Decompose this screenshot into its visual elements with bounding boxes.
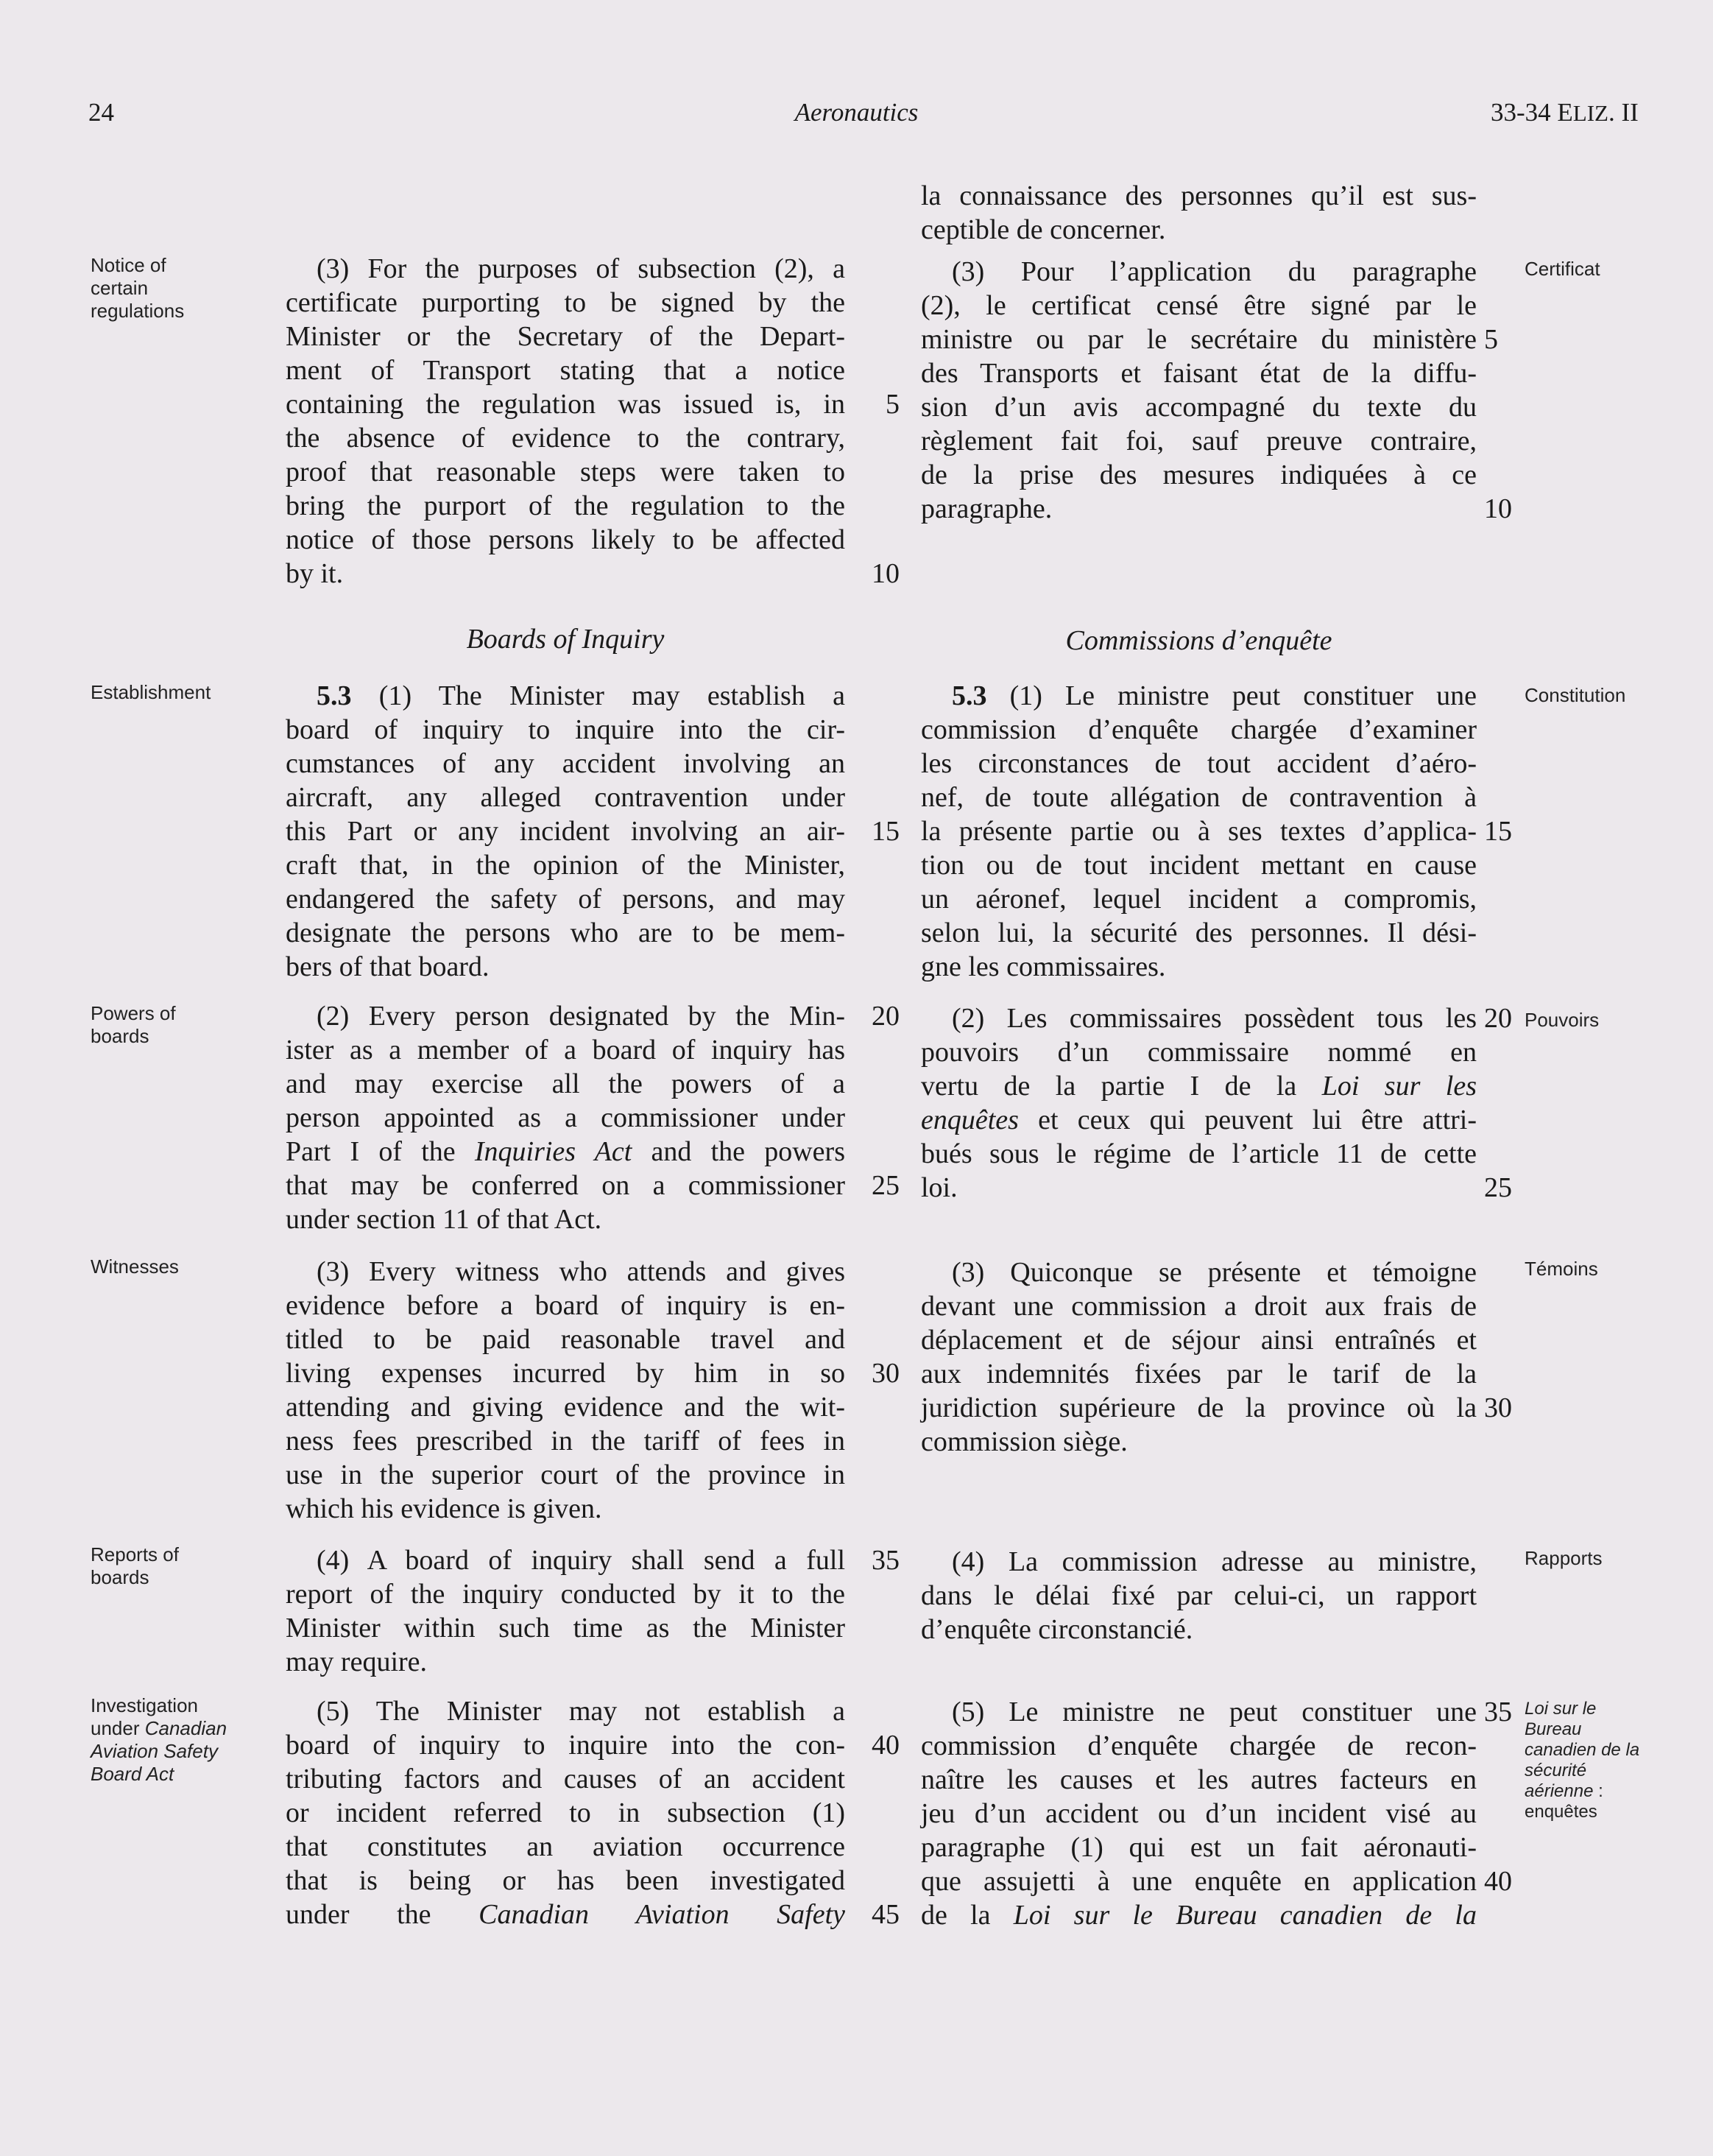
margin-note-powers: Powers of boards [91,1002,176,1047]
fr-continuation: la connaissance des personnes qu’il est sus- ceptible de concerner. [921,180,1477,245]
en-section-5-3-4: (4) A board of inquiry shall send a full report of the inquiry conducted by it to the Minister within such time as the Minister may require. [286,1545,845,1677]
fr-line-number: 5 [1484,324,1498,355]
fr-line-number: 15 [1484,816,1512,847]
margin-note-investigation: Investigation under Canadian Aviation Safety Board Act [91,1694,227,1785]
en-heading-boards-of-inquiry: Boards of Inquiry [466,624,665,655]
en-line-number: 40 [872,1730,900,1761]
margin-note-witnesses: Witnesses [91,1255,179,1278]
page-number: 24 [88,98,114,127]
margin-note-reports: Reports of boards [91,1543,179,1588]
en-line-number: 20 [872,1001,900,1032]
margin-note-loi-bureau: Loi sur le Bureau canadien de la sécurité aérienne : enquêtes [1525,1699,1640,1822]
margin-note-pouvoirs: Pouvoirs [1525,1009,1600,1031]
fr-section-5-3-5: (5) Le ministre ne peut constituer une commission d’enquête chargée de recon- naître les causes et les autres facteurs en jeu d’un accident ou d’un incident visé au paragraphe (1) qui est un fait aéronauti- que assujetti à une enquête en application de la Loi sur le Bureau canadien de la [921,1697,1477,1931]
fr-heading-commissions: Commissions d’enquête [1065,625,1332,656]
en-subsection-3: (3) For the purposes of subsection (2), a certificate purporting to be signed by the Minister or the Secretary of the Depart- ment of Transport stating that a notice containing the regulation was issued is, in the absence of evidence to the contrary, proof that reasonable steps were taken to bring the purport of the regulation to the notice of those persons likely to be affected by it. [286,253,845,589]
fr-section-5-3-3: (3) Quiconque se présente et témoigne devant une commission a droit aux frais de déplacement et de séjour ainsi entraînés et aux indemnités fixées par le tarif de la juridiction supérieure de la province où la commission siège. [921,1257,1477,1457]
fr-line-number: 10 [1484,493,1512,524]
margin-note-establishment: Establishment [91,681,211,703]
regnal-year: 33-34 ELIZ. II [1491,98,1639,127]
fr-line-number: 25 [1484,1172,1512,1203]
margin-note-temoins: Témoins [1525,1258,1598,1280]
en-section-5-3-2: (2) Every person designated by the Min- ister as a member of a board of inquiry has and may exercise all the powers of a person appointed as a commissioner under Part I of the Inquiries Act and the powers that may be conferred on a commissioner under section 11 of that Act. [286,1001,845,1235]
en-section-5-3-1: 5.3 (1) The Minister may establish a board of inquiry to inquire into the cir- cumstances of any accident involving an aircraft, any alleged contravention under this Part or any incident involving an air- craft that, in the opinion of the Minister, endangered the safety of persons, and may designate the persons who are to be mem- bers of that board. [286,680,845,982]
fr-line-number: 40 [1484,1866,1512,1897]
fr-section-5-3-1: 5.3 (1) Le ministre peut constituer une commission d’enquête chargée d’examiner les circonstances de tout accident d’aéro- nef, de toute allégation de contravention à la présente partie ou à ses textes d’applica- tion ou de tout incident mettant en cause un aéronef, lequel incident a compromis, selon lui, la sécurité des personnes. Il dési- gne les commissaires. [921,680,1477,982]
en-line-number: 30 [872,1358,900,1389]
en-line-number: 10 [872,558,900,589]
fr-line-number: 35 [1484,1697,1512,1727]
fr-line-number: 20 [1484,1003,1512,1034]
en-line-number: 15 [872,816,900,847]
en-section-5-3-3: (3) Every witness who attends and gives evidence before a board of inquiry is en- titled to be paid reasonable travel and living expenses incurred by him in so attending and giving evidence and the wit- ness fees prescribed in the tariff of fees in use in the superior court of the province in which his evidence is given. [286,1256,845,1524]
en-section-5-3-5: (5) The Minister may not establish a board of inquiry to inquire into the con- tributing factors and causes of an accident or incident referred to in subsection (1) that constitutes an aviation occurrence that is being or has been investigated under the Canadian Aviation Safety [286,1696,845,1930]
fr-line-number: 30 [1484,1392,1512,1423]
en-line-number: 25 [872,1170,900,1201]
en-line-number: 5 [886,389,900,420]
fr-section-5-3-2: (2) Les commissaires possèdent tous les pouvoirs d’un commissaire nommé en vertu de la partie I de la Loi sur les enquêtes et ceux qui peuvent lui être attri- bués sous le régime de l’article 11 de cette loi. [921,1003,1477,1203]
margin-note-rapports: Rapports [1525,1547,1603,1569]
margin-note-constitution: Constitution [1525,684,1626,706]
margin-note-notice: Notice of certain regulations [91,254,185,322]
en-line-number: 35 [872,1545,900,1576]
en-line-number: 45 [872,1899,900,1930]
margin-note-certificat: Certificat [1525,258,1600,280]
fr-subsection-3: (3) Pour l’application du paragraphe (2), le certificat censé être signé par le ministre ou par le secrétaire du ministère des Transports et faisant état de la diffu- sion d’un avis accompagné du texte du règlement fait foi, sauf preuve contraire, de la prise des mesures indiquées à ce paragraphe. [921,256,1477,524]
fr-section-5-3-4: (4) La commission adresse au ministre, dans le délai fixé par celui-ci, un rapport d’enquête circonstancié. [921,1546,1477,1645]
running-title: Aeronautics [794,98,919,127]
